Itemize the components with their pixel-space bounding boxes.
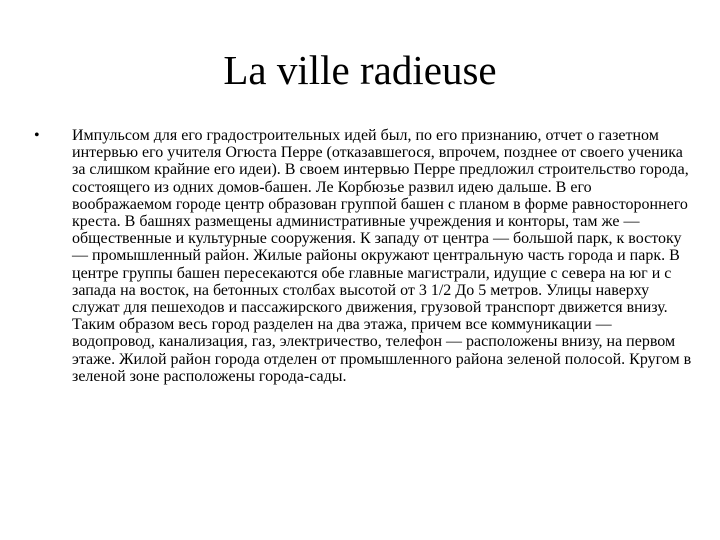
slide-title: La ville radieuse [223, 47, 497, 93]
bullet-marker: • [34, 127, 40, 144]
bullet-text: Импульсом для его градостроительных идей был, по его признанию, отчет о газетном интервью его учителя Огюста Перре (отказавшегося, впрочем, позднее от своего ученика за слишком крайние его идеи). В своем интервью Перре предложил строительство города, состоящего из одних домов-башен. Ле Корбюзье развил идею дальше. В его воображаемом городе центр образован группой башен с планом в форме равностороннего креста. В башнях размещены административные учреждения и конторы, там же — общественные и культурные сооружения. К западу от центра — большой парк, к востоку — промышленный район. Жилые районы окружают центральную часть города и парк. В центре группы башен пересекаются обе главные магистрали, идущие с севера на юг и с запада на восток, на бетонных столбах высотой от 3 1/2 До 5 метров. Улицы наверху служат для пешеходов и пассажирского движения, грузовой транспорт движется внизу. Таким образом весь город разделен на два этажа, причем все коммуникации — водопровод, канализация, газ, электричество, телефон — расположены внизу, на первом этаже. Жилой район города отделен от промышленного района зеленой полосой. Кругом в зеленой зоне расположены города-сады. [72, 127, 692, 385]
bullet-list [34, 127, 694, 385]
bullet-item [34, 127, 694, 385]
